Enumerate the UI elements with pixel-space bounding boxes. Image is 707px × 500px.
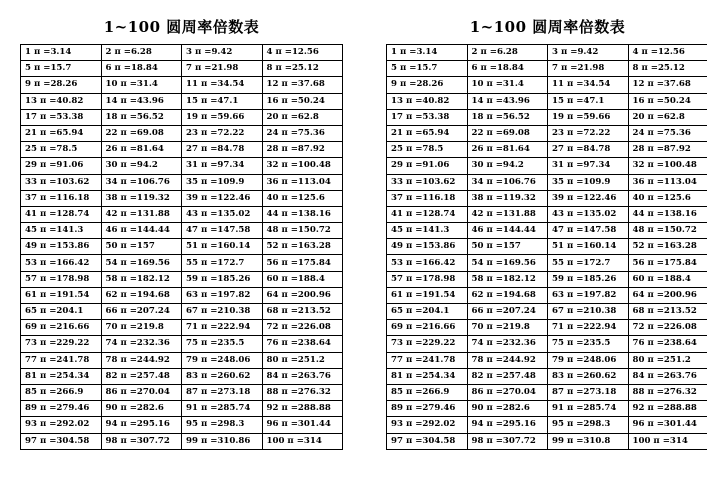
table-cell: 5 π =15.7 xyxy=(21,61,102,77)
table-cell: 6 π =18.84 xyxy=(101,61,182,77)
table-cell: 94 π =295.16 xyxy=(101,417,182,433)
table-cell: 33 π =103.62 xyxy=(387,174,468,190)
table-cell: 72 π =226.08 xyxy=(628,320,707,336)
table-row xyxy=(21,93,343,109)
table-row xyxy=(387,271,707,287)
table-cell: 68 π =213.52 xyxy=(628,304,707,320)
table-cell: 100 π =314 xyxy=(262,433,343,449)
table-cell: 38 π =119.32 xyxy=(467,190,548,206)
table-row xyxy=(21,174,343,190)
table-row xyxy=(387,336,707,352)
table-cell: 47 π =147.58 xyxy=(182,223,263,239)
table-cell: 59 π =185.26 xyxy=(182,271,263,287)
table-cell: 58 π =182.12 xyxy=(101,271,182,287)
table-cell: 56 π =175.84 xyxy=(628,255,707,271)
table-cell: 9 π =28.26 xyxy=(387,77,468,93)
table-row xyxy=(387,93,707,109)
table-cell: 66 π =207.24 xyxy=(467,304,548,320)
table-cell: 37 π =116.18 xyxy=(21,190,102,206)
right-table-panel xyxy=(386,14,707,450)
table-cell: 37 π =116.18 xyxy=(387,190,468,206)
table-cell: 98 π =307.72 xyxy=(467,433,548,449)
table-cell: 32 π =100.48 xyxy=(262,158,343,174)
table-row xyxy=(387,125,707,141)
table-cell: 45 π =141.3 xyxy=(21,223,102,239)
table-cell: 23 π =72.22 xyxy=(548,125,629,141)
table-cell: 40 π =125.6 xyxy=(262,190,343,206)
table-cell: 88 π =276.32 xyxy=(262,384,343,400)
table-cell: 72 π =226.08 xyxy=(262,320,343,336)
table-cell: 12 π =37.68 xyxy=(628,77,707,93)
table-row xyxy=(387,190,707,206)
table-cell: 50 π =157 xyxy=(467,239,548,255)
table-cell: 85 π =266.9 xyxy=(21,384,102,400)
table-row xyxy=(21,401,343,417)
table-row xyxy=(21,271,343,287)
table-cell: 99 π =310.8 xyxy=(548,433,629,449)
left-table-panel xyxy=(20,14,343,450)
table-row xyxy=(21,190,343,206)
table-row xyxy=(387,77,707,93)
table-cell: 65 π =204.1 xyxy=(387,304,468,320)
table-cell: 62 π =194.68 xyxy=(467,287,548,303)
table-cell: 7 π =21.98 xyxy=(182,61,263,77)
table-cell: 43 π =135.02 xyxy=(182,206,263,222)
table-cell: 39 π =122.46 xyxy=(548,190,629,206)
table-cell: 71 π =222.94 xyxy=(548,320,629,336)
table-cell: 97 π =304.58 xyxy=(21,433,102,449)
table-cell: 65 π =204.1 xyxy=(21,304,102,320)
table-cell: 54 π =169.56 xyxy=(467,255,548,271)
table-row xyxy=(387,158,707,174)
table-cell: 75 π =235.5 xyxy=(182,336,263,352)
table-cell: 89 π =279.46 xyxy=(21,401,102,417)
table-row xyxy=(21,384,343,400)
table-cell: 84 π =263.76 xyxy=(628,368,707,384)
table-cell: 4 π =12.56 xyxy=(262,45,343,61)
table-cell: 22 π =69.08 xyxy=(467,125,548,141)
table-cell: 75 π =235.5 xyxy=(548,336,629,352)
table-cell: 86 π =270.04 xyxy=(467,384,548,400)
table-row xyxy=(21,239,343,255)
table-cell: 80 π =251.2 xyxy=(262,352,343,368)
table-cell: 87 π =273.18 xyxy=(182,384,263,400)
table-cell: 92 π =288.88 xyxy=(262,401,343,417)
table-cell: 52 π =163.28 xyxy=(628,239,707,255)
table-cell: 78 π =244.92 xyxy=(101,352,182,368)
table-cell: 45 π =141.3 xyxy=(387,223,468,239)
table-cell: 17 π =53.38 xyxy=(21,109,102,125)
table-cell: 38 π =119.32 xyxy=(101,190,182,206)
table-row xyxy=(387,401,707,417)
table-cell: 18 π =56.52 xyxy=(467,109,548,125)
table-row xyxy=(387,384,707,400)
table-cell: 49 π =153.86 xyxy=(387,239,468,255)
table-row xyxy=(21,255,343,271)
table-row xyxy=(387,142,707,158)
table-cell: 11 π =34.54 xyxy=(182,77,263,93)
table-cell: 3 π =9.42 xyxy=(182,45,263,61)
table-cell: 8 π =25.12 xyxy=(628,61,707,77)
table-cell: 39 π =122.46 xyxy=(182,190,263,206)
table-cell: 20 π =62.8 xyxy=(628,109,707,125)
table-cell: 96 π =301.44 xyxy=(262,417,343,433)
table-row xyxy=(21,158,343,174)
table-row xyxy=(21,352,343,368)
table-cell: 34 π =106.76 xyxy=(467,174,548,190)
table-cell: 13 π =40.82 xyxy=(21,93,102,109)
table-cell: 42 π =131.88 xyxy=(101,206,182,222)
table-cell: 82 π =257.48 xyxy=(467,368,548,384)
table-cell: 71 π =222.94 xyxy=(182,320,263,336)
table-cell: 29 π =91.06 xyxy=(21,158,102,174)
table-cell: 60 π =188.4 xyxy=(262,271,343,287)
table-cell: 73 π =229.22 xyxy=(387,336,468,352)
table-cell: 19 π =59.66 xyxy=(182,109,263,125)
table-cell: 3 π =9.42 xyxy=(548,45,629,61)
table-cell: 64 π =200.96 xyxy=(628,287,707,303)
table-cell: 25 π =78.5 xyxy=(21,142,102,158)
table-row xyxy=(387,287,707,303)
table-cell: 51 π =160.14 xyxy=(548,239,629,255)
table-row xyxy=(21,125,343,141)
table-cell: 74 π =232.36 xyxy=(101,336,182,352)
table-cell: 47 π =147.58 xyxy=(548,223,629,239)
table-cell: 60 π =188.4 xyxy=(628,271,707,287)
table-cell: 76 π =238.64 xyxy=(628,336,707,352)
table-row xyxy=(21,417,343,433)
table-cell: 42 π =131.88 xyxy=(467,206,548,222)
table-cell: 36 π =113.04 xyxy=(628,174,707,190)
table-cell: 90 π =282.6 xyxy=(101,401,182,417)
table-cell: 52 π =163.28 xyxy=(262,239,343,255)
table-cell: 30 π =94.2 xyxy=(467,158,548,174)
table-cell: 83 π =260.62 xyxy=(182,368,263,384)
table-cell: 84 π =263.76 xyxy=(262,368,343,384)
table-cell: 1 π =3.14 xyxy=(21,45,102,61)
table-cell: 2 π =6.28 xyxy=(467,45,548,61)
table-cell: 24 π =75.36 xyxy=(628,125,707,141)
table-cell: 49 π =153.86 xyxy=(21,239,102,255)
table-cell: 25 π =78.5 xyxy=(387,142,468,158)
table-cell: 58 π =182.12 xyxy=(467,271,548,287)
table-cell: 68 π =213.52 xyxy=(262,304,343,320)
table-cell: 24 π =75.36 xyxy=(262,125,343,141)
table-row xyxy=(21,109,343,125)
table-cell: 51 π =160.14 xyxy=(182,239,263,255)
table-cell: 26 π =81.64 xyxy=(101,142,182,158)
table-row xyxy=(387,239,707,255)
table-cell: 80 π =251.2 xyxy=(628,352,707,368)
table-cell: 97 π =304.58 xyxy=(387,433,468,449)
table-cell: 73 π =229.22 xyxy=(21,336,102,352)
table-cell: 5 π =15.7 xyxy=(387,61,468,77)
table-cell: 55 π =172.7 xyxy=(548,255,629,271)
table-cell: 74 π =232.36 xyxy=(467,336,548,352)
table-cell: 15 π =47.1 xyxy=(182,93,263,109)
table-row xyxy=(387,206,707,222)
table-cell: 82 π =257.48 xyxy=(101,368,182,384)
table-cell: 76 π =238.64 xyxy=(262,336,343,352)
table-row xyxy=(387,433,707,449)
table-cell: 89 π =279.46 xyxy=(387,401,468,417)
table-cell: 55 π =172.7 xyxy=(182,255,263,271)
table-cell: 40 π =125.6 xyxy=(628,190,707,206)
table-cell: 23 π =72.22 xyxy=(182,125,263,141)
table-cell: 29 π =91.06 xyxy=(387,158,468,174)
table-cell: 32 π =100.48 xyxy=(628,158,707,174)
table-cell: 10 π =31.4 xyxy=(467,77,548,93)
table-row xyxy=(21,433,343,449)
table-cell: 90 π =282.6 xyxy=(467,401,548,417)
table-cell: 86 π =270.04 xyxy=(101,384,182,400)
table-cell: 67 π =210.38 xyxy=(182,304,263,320)
table-cell: 44 π =138.16 xyxy=(628,206,707,222)
table-cell: 8 π =25.12 xyxy=(262,61,343,77)
table-cell: 48 π =150.72 xyxy=(262,223,343,239)
table-cell: 9 π =28.26 xyxy=(21,77,102,93)
table-cell: 20 π =62.8 xyxy=(262,109,343,125)
table-cell: 62 π =194.68 xyxy=(101,287,182,303)
table-cell: 46 π =144.44 xyxy=(101,223,182,239)
table-cell: 69 π =216.66 xyxy=(387,320,468,336)
table-cell: 50 π =157 xyxy=(101,239,182,255)
table-cell: 27 π =84.78 xyxy=(182,142,263,158)
table-cell: 41 π =128.74 xyxy=(387,206,468,222)
table-cell: 33 π =103.62 xyxy=(21,174,102,190)
table-row xyxy=(387,109,707,125)
table-cell: 6 π =18.84 xyxy=(467,61,548,77)
table-row xyxy=(387,255,707,271)
table-cell: 18 π =56.52 xyxy=(101,109,182,125)
table-cell: 14 π =43.96 xyxy=(467,93,548,109)
table-row xyxy=(387,320,707,336)
table-cell: 64 π =200.96 xyxy=(262,287,343,303)
table-cell: 95 π =298.3 xyxy=(182,417,263,433)
table-cell: 35 π =109.9 xyxy=(548,174,629,190)
table-cell: 34 π =106.76 xyxy=(101,174,182,190)
table-row xyxy=(21,304,343,320)
table-cell: 28 π =87.92 xyxy=(628,142,707,158)
table-cell: 87 π =273.18 xyxy=(548,384,629,400)
table-cell: 83 π =260.62 xyxy=(548,368,629,384)
table-cell: 31 π =97.34 xyxy=(182,158,263,174)
table-cell: 59 π =185.26 xyxy=(548,271,629,287)
table-cell: 12 π =37.68 xyxy=(262,77,343,93)
table-cell: 13 π =40.82 xyxy=(387,93,468,109)
table-cell: 92 π =288.88 xyxy=(628,401,707,417)
table-cell: 100 π =314 xyxy=(628,433,707,449)
table-cell: 21 π =65.94 xyxy=(21,125,102,141)
table-cell: 61 π =191.54 xyxy=(387,287,468,303)
table-cell: 43 π =135.02 xyxy=(548,206,629,222)
table-cell: 91 π =285.74 xyxy=(548,401,629,417)
table-row xyxy=(21,320,343,336)
table-row xyxy=(21,61,343,77)
table-cell: 17 π =53.38 xyxy=(387,109,468,125)
table-cell: 14 π =43.96 xyxy=(101,93,182,109)
table-cell: 95 π =298.3 xyxy=(548,417,629,433)
table-cell: 69 π =216.66 xyxy=(21,320,102,336)
table-cell: 48 π =150.72 xyxy=(628,223,707,239)
table-cell: 31 π =97.34 xyxy=(548,158,629,174)
table-row xyxy=(387,304,707,320)
right-table-title: 1~100 圆周率倍数表 xyxy=(469,18,626,36)
table-cell: 79 π =248.06 xyxy=(548,352,629,368)
table-cell: 61 π =191.54 xyxy=(21,287,102,303)
table-row xyxy=(21,77,343,93)
table-row xyxy=(21,142,343,158)
table-cell: 19 π =59.66 xyxy=(548,109,629,125)
table-cell: 54 π =169.56 xyxy=(101,255,182,271)
table-cell: 85 π =266.9 xyxy=(387,384,468,400)
table-cell: 44 π =138.16 xyxy=(262,206,343,222)
left-multiples-table xyxy=(20,44,343,450)
table-cell: 53 π =166.42 xyxy=(387,255,468,271)
table-row xyxy=(387,61,707,77)
table-cell: 15 π =47.1 xyxy=(548,93,629,109)
table-cell: 57 π =178.98 xyxy=(387,271,468,287)
table-cell: 11 π =34.54 xyxy=(548,77,629,93)
table-cell: 93 π =292.02 xyxy=(387,417,468,433)
table-row xyxy=(387,223,707,239)
table-cell: 81 π =254.34 xyxy=(387,368,468,384)
table-row xyxy=(21,368,343,384)
table-cell: 78 π =244.92 xyxy=(467,352,548,368)
right-multiples-table xyxy=(386,44,707,450)
table-cell: 10 π =31.4 xyxy=(101,77,182,93)
table-cell: 63 π =197.82 xyxy=(182,287,263,303)
table-row xyxy=(21,206,343,222)
table-cell: 57 π =178.98 xyxy=(21,271,102,287)
table-cell: 70 π =219.8 xyxy=(101,320,182,336)
table-cell: 96 π =301.44 xyxy=(628,417,707,433)
table-row xyxy=(21,287,343,303)
table-cell: 81 π =254.34 xyxy=(21,368,102,384)
table-cell: 41 π =128.74 xyxy=(21,206,102,222)
table-cell: 94 π =295.16 xyxy=(467,417,548,433)
table-cell: 2 π =6.28 xyxy=(101,45,182,61)
table-cell: 36 π =113.04 xyxy=(262,174,343,190)
table-cell: 46 π =144.44 xyxy=(467,223,548,239)
table-cell: 63 π =197.82 xyxy=(548,287,629,303)
table-cell: 27 π =84.78 xyxy=(548,142,629,158)
table-cell: 67 π =210.38 xyxy=(548,304,629,320)
table-cell: 35 π =109.9 xyxy=(182,174,263,190)
table-cell: 53 π =166.42 xyxy=(21,255,102,271)
table-cell: 16 π =50.24 xyxy=(628,93,707,109)
table-cell: 88 π =276.32 xyxy=(628,384,707,400)
table-cell: 1 π =3.14 xyxy=(387,45,468,61)
table-cell: 30 π =94.2 xyxy=(101,158,182,174)
table-cell: 21 π =65.94 xyxy=(387,125,468,141)
table-row xyxy=(387,174,707,190)
table-cell: 98 π =307.72 xyxy=(101,433,182,449)
table-cell: 79 π =248.06 xyxy=(182,352,263,368)
table-cell: 66 π =207.24 xyxy=(101,304,182,320)
table-row xyxy=(21,336,343,352)
table-row xyxy=(387,368,707,384)
table-cell: 22 π =69.08 xyxy=(101,125,182,141)
table-cell: 77 π =241.78 xyxy=(21,352,102,368)
table-cell: 99 π =310.86 xyxy=(182,433,263,449)
table-row xyxy=(387,45,707,61)
table-cell: 28 π =87.92 xyxy=(262,142,343,158)
table-cell: 56 π =175.84 xyxy=(262,255,343,271)
table-cell: 16 π =50.24 xyxy=(262,93,343,109)
table-cell: 93 π =292.02 xyxy=(21,417,102,433)
table-row xyxy=(387,417,707,433)
table-cell: 26 π =81.64 xyxy=(467,142,548,158)
table-cell: 77 π =241.78 xyxy=(387,352,468,368)
table-cell: 4 π =12.56 xyxy=(628,45,707,61)
table-cell: 70 π =219.8 xyxy=(467,320,548,336)
left-table-title: 1~100 圆周率倍数表 xyxy=(103,18,260,36)
table-cell: 91 π =285.74 xyxy=(182,401,263,417)
table-row xyxy=(21,45,343,61)
table-row xyxy=(21,223,343,239)
table-cell: 7 π =21.98 xyxy=(548,61,629,77)
table-row xyxy=(387,352,707,368)
